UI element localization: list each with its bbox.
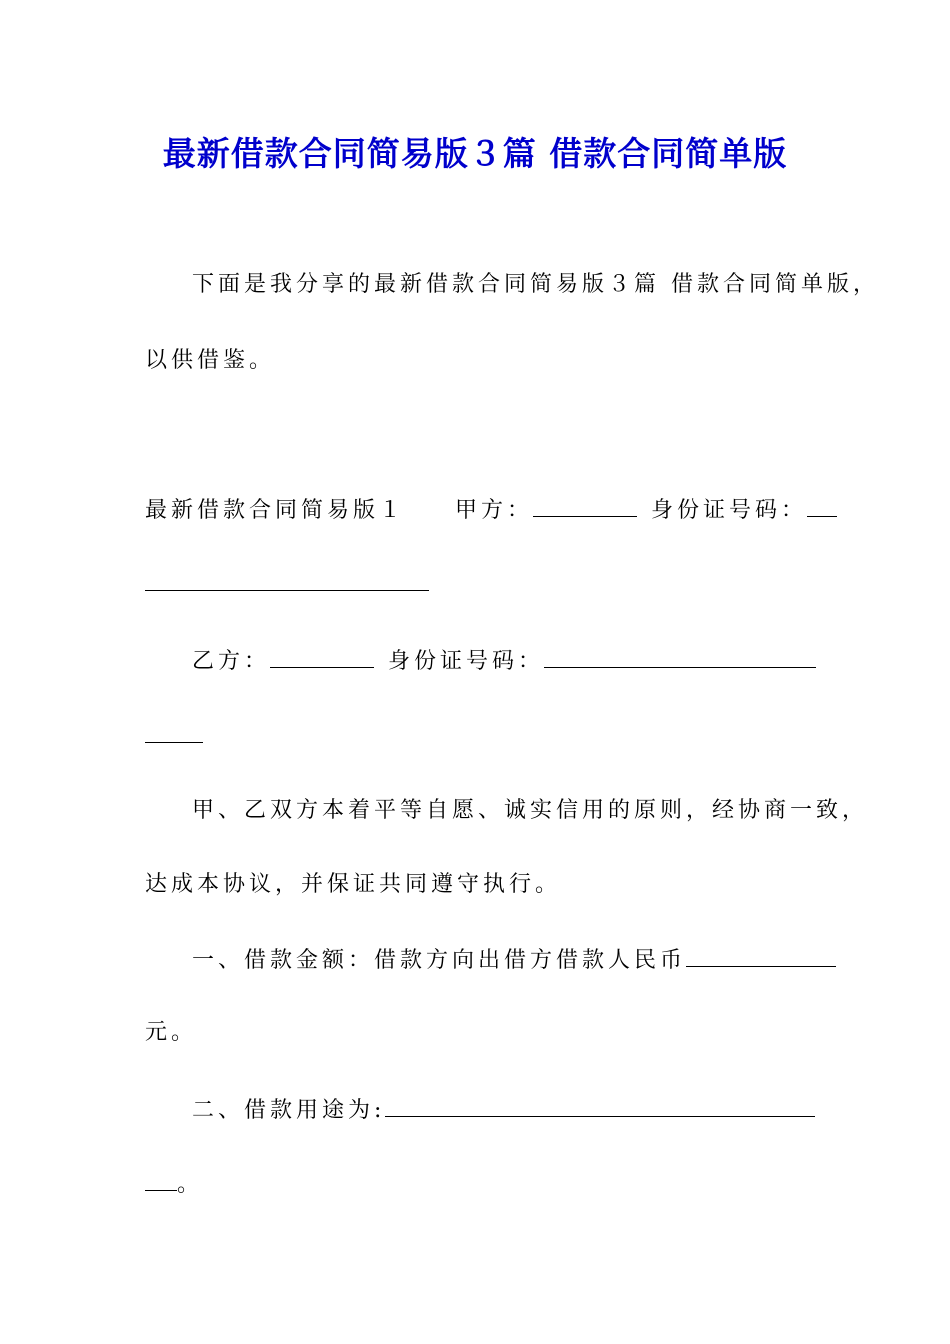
loan-purpose-row [192, 1094, 815, 1126]
id-b-blank-end [145, 720, 203, 743]
loan-purpose-continued-row [145, 1168, 203, 1200]
party-b-label: 乙方： [192, 649, 271, 674]
loan-purpose-blank-end [145, 1168, 177, 1191]
id-a-blank-continued-row [145, 568, 429, 600]
loan-purpose-suffix: 。 [177, 1172, 204, 1197]
id-label-b: 身份证号码： [388, 649, 545, 674]
principle-paragraph-line1: 甲、乙双方本着平等自愿、诚实信用的原则，经协商一致， [192, 798, 869, 823]
section1-party-a-row [145, 494, 837, 526]
party-a-label: 甲方： [455, 498, 534, 523]
id-a-blank-start [807, 494, 837, 517]
party-b-row [192, 645, 816, 677]
id-label-a: 身份证号码： [651, 498, 808, 523]
party-b-name-blank [270, 645, 374, 668]
id-b-blank-start [544, 645, 816, 668]
loan-amount-blank [686, 944, 836, 967]
principle-paragraph-line2: 达成本协议，并保证共同遵守执行。 [145, 872, 562, 897]
document-title: 最新借款合同简易版３篇 借款合同简单版 [162, 134, 788, 173]
loan-amount-label: 一、借款金额：借款方向出借方借款人民币 [192, 948, 687, 973]
intro-paragraph-line1: 下面是我分享的最新借款合同简易版３篇 借款合同简单版， [192, 272, 879, 297]
id-b-blank-continued-row [145, 720, 203, 752]
id-a-blank-end [145, 568, 429, 591]
intro-paragraph-line2: 以供借鉴。 [145, 348, 276, 373]
loan-amount-suffix: 元。 [145, 1020, 198, 1045]
loan-purpose-label: 二、借款用途为: [192, 1098, 386, 1123]
loan-purpose-blank [385, 1094, 815, 1117]
party-a-name-blank [533, 494, 637, 517]
loan-amount-row [192, 944, 836, 976]
section1-heading: 最新借款合同简易版１ [145, 498, 406, 523]
